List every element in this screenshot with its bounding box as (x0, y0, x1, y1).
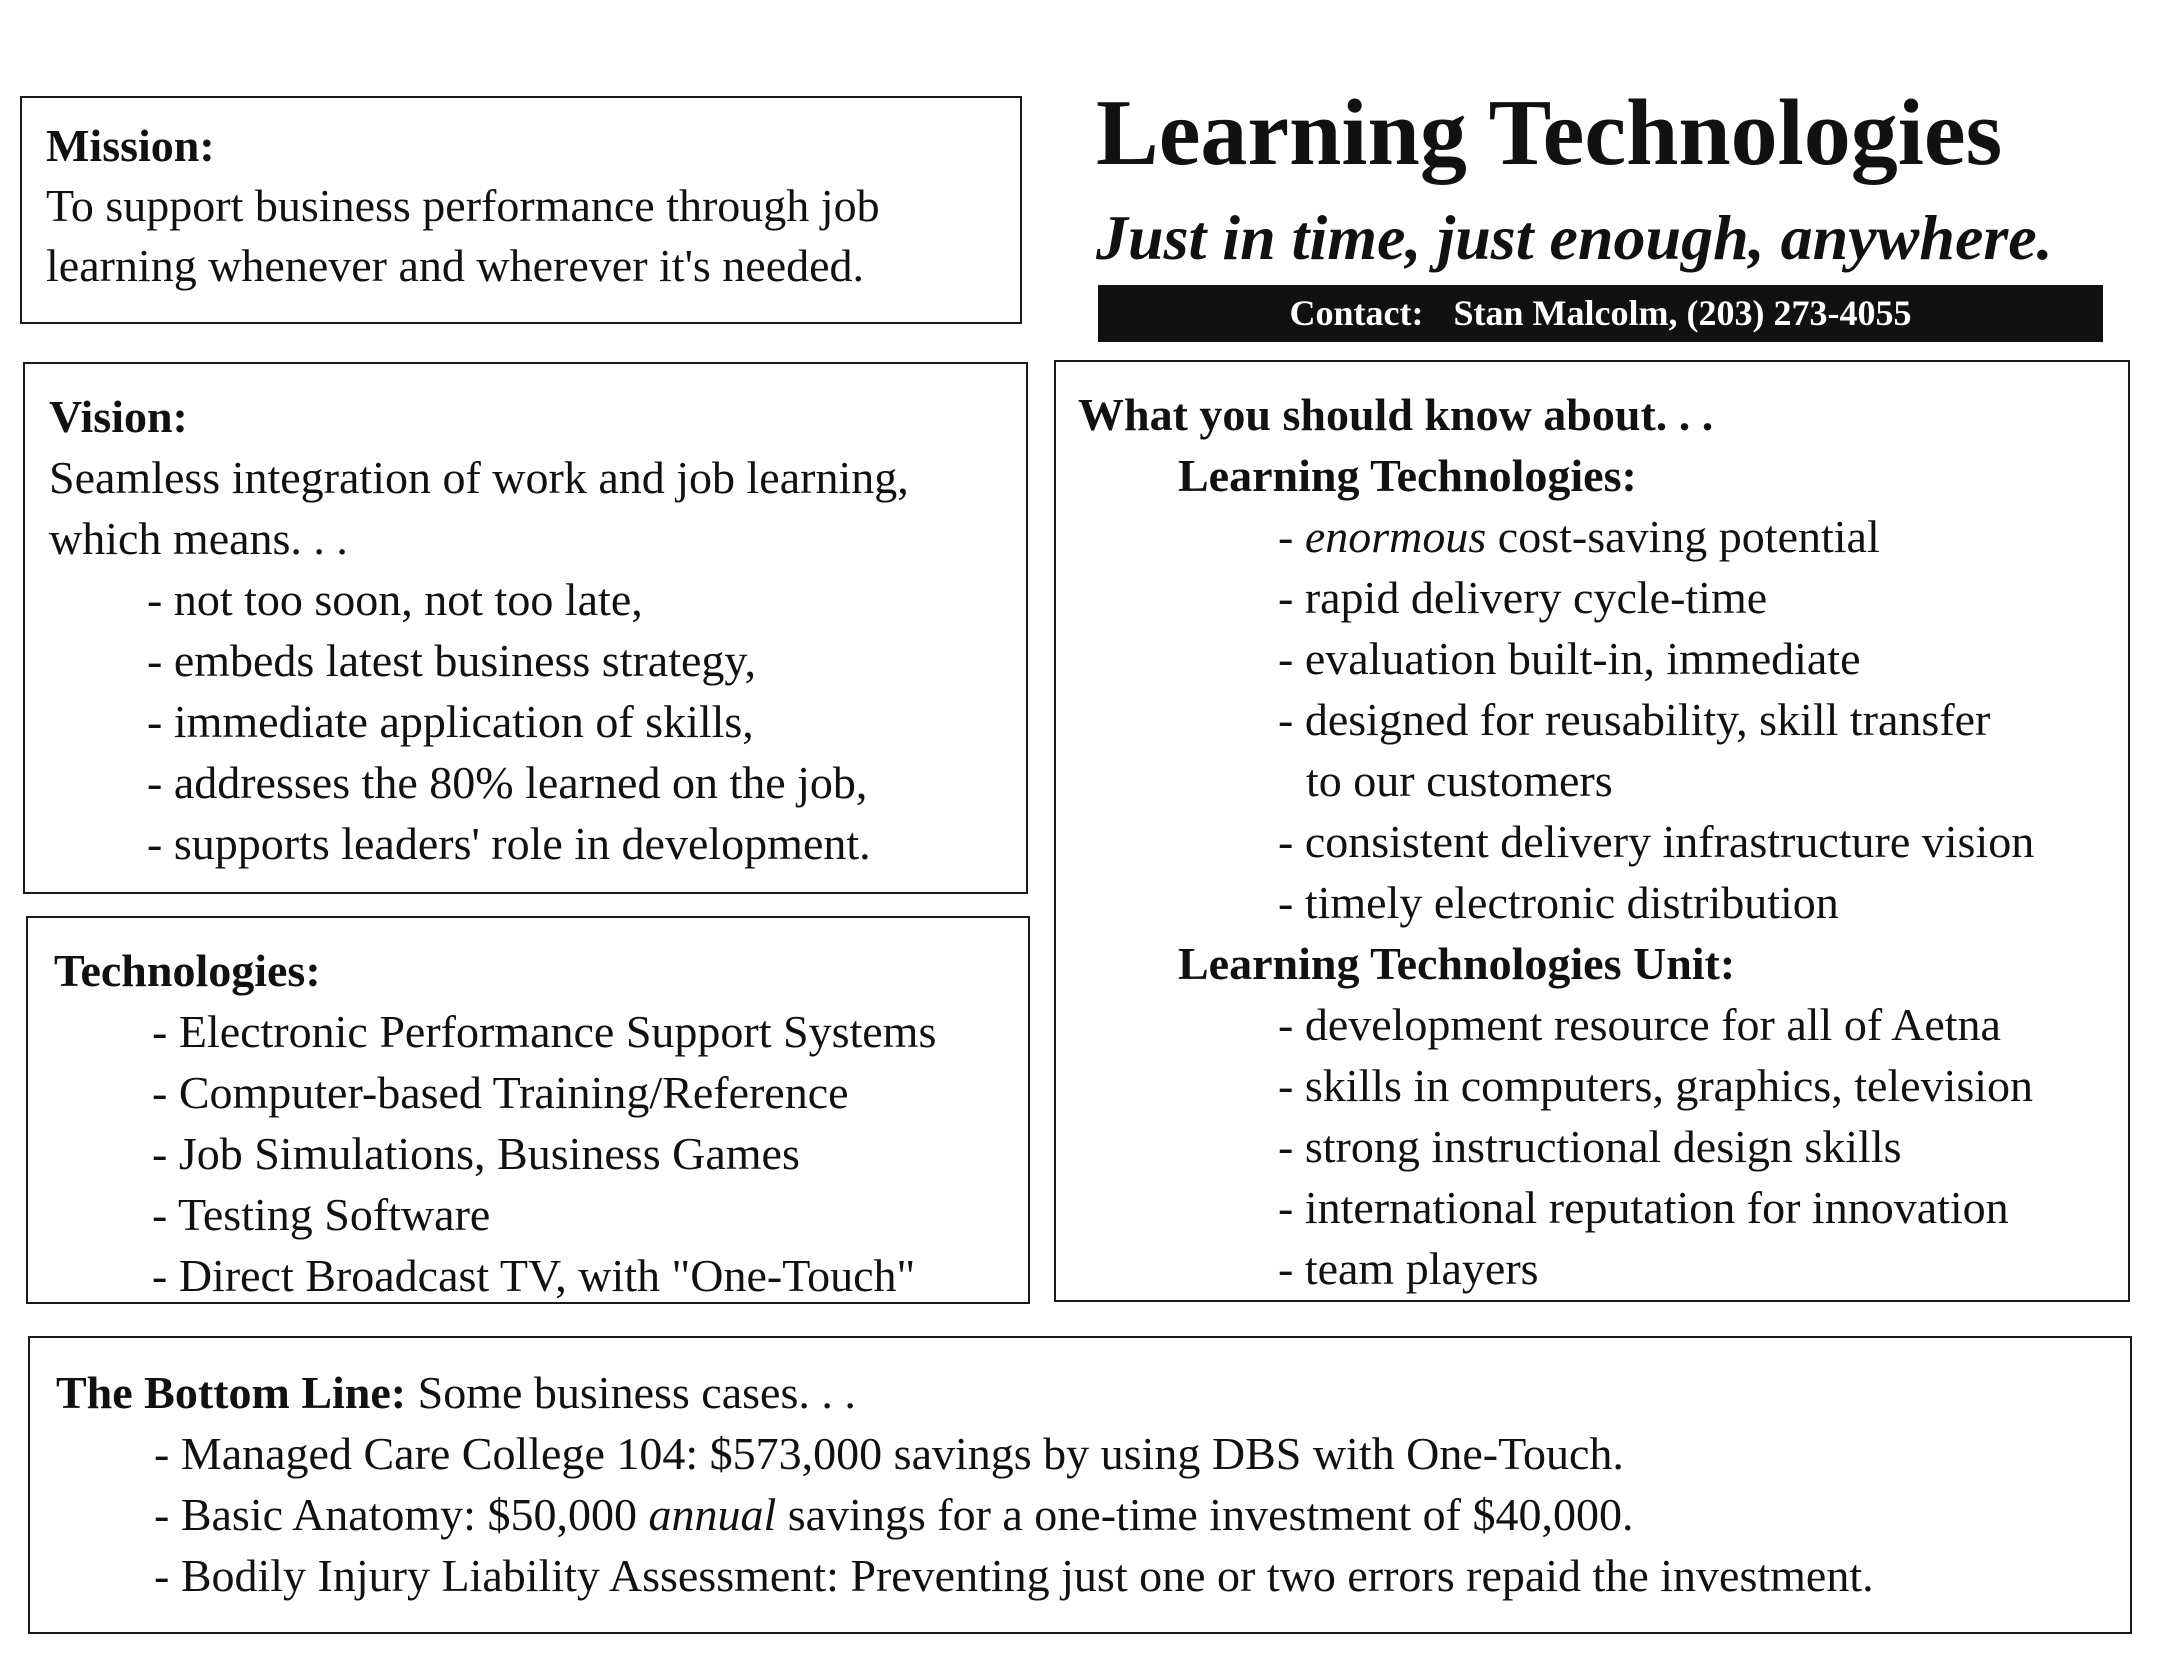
mission-heading: Mission: (46, 120, 215, 171)
ltu-item: - strong instructional design skills (1278, 1121, 1902, 1172)
vision-item: - not too soon, not too late, (147, 574, 643, 625)
bottom-line-intro: Some business cases. . . (406, 1367, 856, 1418)
vision-item: - immediate application of skills, (147, 696, 754, 747)
ltu-subheading: Learning Technologies Unit: (1178, 938, 1736, 989)
technology-item: - Job Simulations, Business Games (152, 1128, 800, 1179)
business-case-item: - Managed Care College 104: $573,000 savings by using DBS with One-Touch. (154, 1428, 1624, 1479)
lt-item: - rapid delivery cycle-time (1278, 572, 1768, 623)
vision-line: Seamless integration of work and job learning, (49, 452, 909, 503)
ltu-item: - development resource for all of Aetna (1278, 999, 2001, 1050)
vision-box (23, 362, 1028, 894)
vision-item: - addresses the 80% learned on the job, (147, 757, 868, 808)
know-about-box (1054, 360, 2130, 1302)
ltu-item: - international reputation for innovation (1278, 1182, 2009, 1233)
lt-item-prefix: - (1278, 511, 1305, 562)
lt-item: - consistent delivery infrastructure vision (1278, 816, 2035, 867)
technology-item: - Electronic Performance Support Systems (152, 1006, 937, 1057)
mission-box (20, 96, 1022, 324)
lt-item-rest: cost-saving potential (1486, 511, 1880, 562)
technologies-heading: Technologies: (54, 945, 321, 996)
mission-line: learning whenever and wherever it's needed. (46, 240, 865, 291)
business-case-rest: savings for a one-time investment of $40,000. (776, 1489, 1634, 1540)
mission-line: To support business performance through job (46, 180, 880, 231)
contact-label: Contact: (1289, 293, 1424, 333)
business-case-prefix: - Basic Anatomy: $50,000 (154, 1489, 649, 1540)
lt-item: - evaluation built-in, immediate (1278, 633, 1861, 684)
lt-item-emphasis: enormous (1304, 511, 1487, 562)
technology-item: - Testing Software (152, 1189, 491, 1240)
ltu-item: - skills in computers, graphics, television (1278, 1060, 2034, 1111)
know-about-heading: What you should know about. . . (1078, 389, 1714, 440)
vision-item: - supports leaders' role in development. (147, 818, 871, 869)
contact-bar (1098, 285, 2103, 342)
business-case-item: - Bodily Injury Liability Assessment: Preventing just one or two errors repaid the investment. (154, 1550, 1874, 1601)
vision-line: which means. . . (49, 513, 348, 564)
business-case-emphasis: annual (648, 1489, 777, 1540)
lt-item: - timely electronic distribution (1278, 877, 1839, 928)
bottom-line-heading: The Bottom Line: (56, 1367, 407, 1418)
tagline: Just in time, just enough, anywhere. (1096, 202, 2053, 273)
vision-item: - embeds latest business strategy, (147, 635, 756, 686)
lt-item: - designed for reusability, skill transfer (1278, 694, 1991, 745)
bottom-line-title (56, 1362, 2130, 1423)
lt-subheading: Learning Technologies: (1178, 450, 1637, 501)
technologies-box (26, 916, 1030, 1304)
contact-value: Stan Malcolm, (203) 273-4055 (1453, 293, 1912, 333)
bottom-line-box (28, 1336, 2132, 1634)
ltu-item: - team players (1278, 1243, 1539, 1294)
technology-item: - Computer-based Training/Reference (152, 1067, 849, 1118)
page-title: Learning Technologies (1096, 81, 2003, 185)
technology-item: - Direct Broadcast TV, with "One-Touch" (152, 1250, 916, 1301)
vision-heading: Vision: (49, 391, 188, 442)
business-case-item (56, 1484, 2130, 1545)
lt-item (1078, 506, 2128, 567)
lt-item-continuation: to our customers (1306, 755, 1613, 806)
